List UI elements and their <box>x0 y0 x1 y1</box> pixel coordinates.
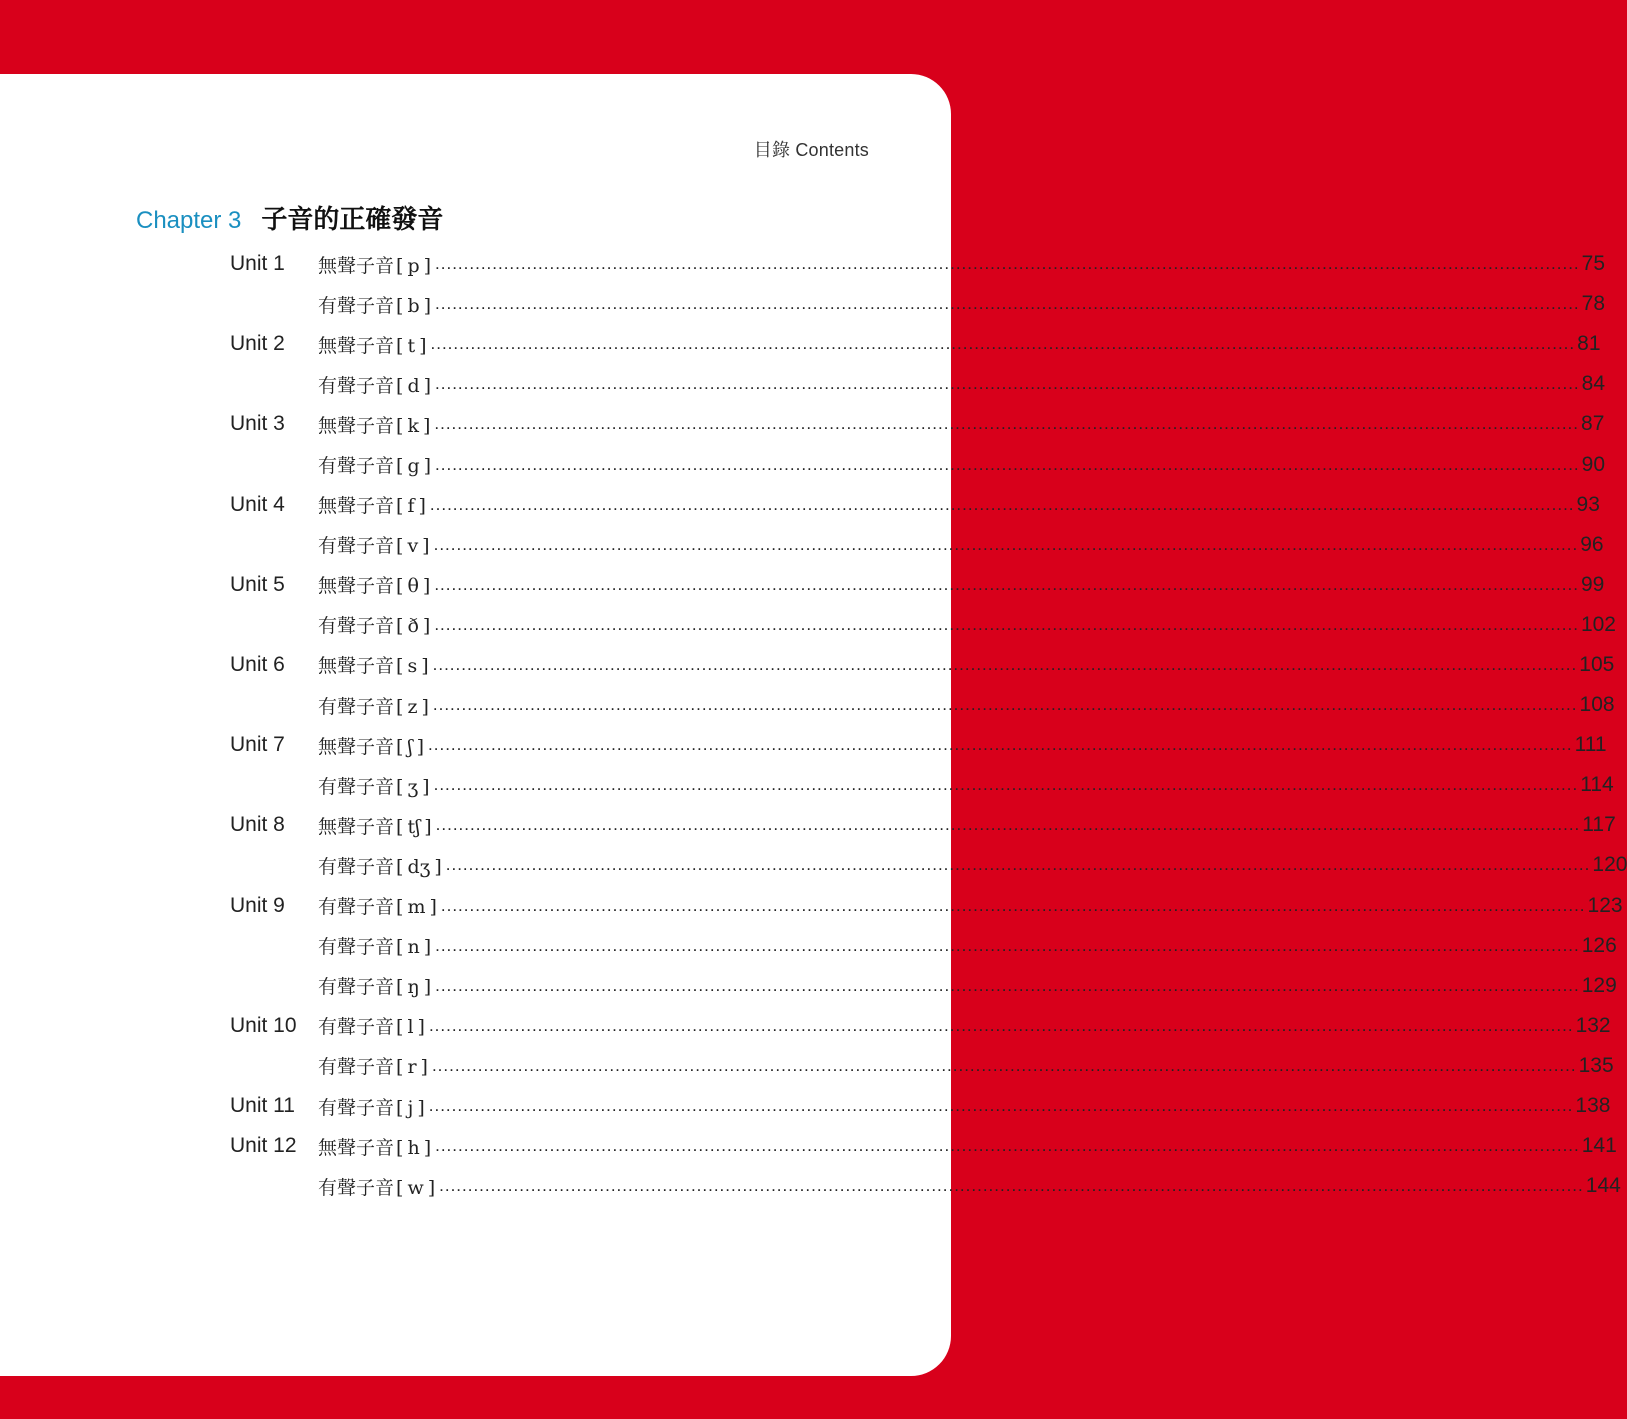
bracket-open: [ <box>396 855 404 878</box>
dot-leader: ........................................................................................................................................................................................................ <box>428 1096 1574 1116</box>
running-header: 目錄 Contents <box>753 140 869 160</box>
bracket-close: ] <box>422 414 431 437</box>
entry-prefix: 有聲子音 <box>318 1096 395 1119</box>
page-number: 81 <box>1577 332 1601 356</box>
entry-title <box>318 411 432 438</box>
toc-entry[interactable] <box>230 1046 1614 1086</box>
toc-entry[interactable] <box>230 966 1617 1006</box>
dot-leader: ........................................................................................................................................................................................................ <box>429 494 1575 514</box>
bracket-open: [ <box>396 815 404 838</box>
entry-title <box>318 1173 437 1200</box>
page-number: 129 <box>1581 973 1617 997</box>
toc-entry[interactable] <box>230 605 1616 645</box>
entry-prefix: 無聲子音 <box>318 735 395 758</box>
table-of-contents <box>230 244 1627 1206</box>
unit-label: Unit 1 <box>230 252 285 276</box>
bracket-close: ] <box>423 455 432 478</box>
bracket-open: [ <box>396 695 404 718</box>
bracket-open: [ <box>396 1016 404 1039</box>
dot-leader: ........................................................................................................................................................................................................ <box>433 775 1579 795</box>
entry-prefix: 有聲子音 <box>318 936 395 959</box>
entry-title <box>318 852 444 879</box>
dot-leader: ........................................................................................................................................................................................................ <box>445 855 1591 875</box>
bracket-close: ] <box>418 495 426 518</box>
toc-entry[interactable] <box>230 404 1605 444</box>
phonetic-symbol: p <box>407 254 420 277</box>
entry-prefix: 無聲子音 <box>318 334 395 357</box>
toc-entry[interactable] <box>230 886 1623 926</box>
page-number: 90 <box>1581 452 1606 476</box>
toc-entry[interactable] <box>230 485 1600 525</box>
entry-prefix: 有聲子音 <box>318 455 395 478</box>
entry-prefix: 有聲子音 <box>318 896 395 919</box>
phonetic-symbol: θ <box>407 575 419 598</box>
entry-prefix: 有聲子音 <box>318 615 395 638</box>
bracket-open: [ <box>396 1136 404 1159</box>
phonetic-symbol: f <box>407 495 415 518</box>
toc-entry[interactable] <box>230 244 1606 284</box>
unit-label: Unit 7 <box>230 733 285 757</box>
entry-title <box>318 611 432 638</box>
bracket-close: ] <box>423 976 432 999</box>
entry-prefix: 無聲子音 <box>318 254 395 277</box>
entry-title <box>318 371 433 398</box>
page-number: 114 <box>1580 773 1614 797</box>
entry-title <box>318 972 433 999</box>
page-number: 138 <box>1575 1094 1611 1118</box>
page-number: 120 <box>1592 853 1627 877</box>
unit-label: Unit 12 <box>230 1134 297 1158</box>
entry-prefix: 有聲子音 <box>318 695 395 718</box>
bracket-close: ] <box>423 374 432 397</box>
bracket-close: ] <box>423 936 432 959</box>
entry-title <box>318 772 432 799</box>
entry-prefix: 無聲子音 <box>318 575 395 598</box>
entry-prefix: 無聲子音 <box>318 414 395 437</box>
entry-prefix: 有聲子音 <box>318 1176 395 1199</box>
unit-label: Unit 10 <box>230 1013 297 1037</box>
dot-leader: ........................................................................................................................................................................................................ <box>435 1136 1580 1156</box>
page-number: 123 <box>1587 893 1623 917</box>
bracket-open: [ <box>396 334 404 357</box>
phonetic-symbol: r <box>407 1056 417 1079</box>
unit-label: Unit 8 <box>230 813 285 837</box>
dot-leader: ........................................................................................................................................................................................................ <box>435 935 1580 955</box>
bracket-close: ] <box>424 815 432 838</box>
page-number: 96 <box>1580 532 1604 556</box>
bracket-open: [ <box>396 976 404 999</box>
unit-label: Unit 2 <box>230 332 285 356</box>
toc-entry[interactable] <box>230 765 1614 805</box>
entry-prefix: 有聲子音 <box>318 976 395 999</box>
entry-prefix: 有聲子音 <box>318 294 395 317</box>
phonetic-symbol: s <box>407 655 418 678</box>
dot-leader: ........................................................................................................................................................................................................ <box>435 975 1580 995</box>
bracket-close: ] <box>427 1176 436 1199</box>
dot-leader: ........................................................................................................................................................................................................ <box>431 1055 1577 1075</box>
dot-leader: ........................................................................................................................................................................................................ <box>435 254 1580 274</box>
toc-entry[interactable] <box>230 926 1617 966</box>
dot-leader: ........................................................................................................................................................................................................ <box>433 534 1579 554</box>
unit-label: Unit 3 <box>230 412 285 436</box>
bracket-open: [ <box>396 775 404 798</box>
phonetic-symbol: j <box>407 1096 414 1119</box>
phonetic-symbol: tʃ <box>407 815 421 838</box>
bracket-open: [ <box>396 294 404 317</box>
bracket-close: ] <box>420 1056 428 1079</box>
toc-entry[interactable] <box>230 284 1606 324</box>
page-number: 93 <box>1576 492 1600 516</box>
phonetic-symbol: k <box>407 414 419 437</box>
page-number: 99 <box>1580 572 1605 596</box>
toc-entry[interactable] <box>230 364 1606 404</box>
bracket-open: [ <box>396 575 404 598</box>
entry-prefix: 無聲子音 <box>318 1136 395 1159</box>
toc-entry[interactable] <box>230 525 1604 565</box>
toc-entry[interactable] <box>230 1166 1621 1206</box>
dot-leader: ........................................................................................................................................................................................................ <box>434 614 1579 634</box>
phonetic-symbol: ʃ <box>407 735 413 758</box>
phonetic-symbol: z <box>407 695 418 718</box>
page-number: 111 <box>1574 733 1607 757</box>
bracket-close: ] <box>423 294 432 317</box>
bracket-open: [ <box>396 1176 404 1199</box>
bracket-open: [ <box>396 735 404 758</box>
phonetic-symbol: w <box>407 1176 424 1199</box>
page-number: 84 <box>1581 372 1606 396</box>
entry-prefix: 有聲子音 <box>318 374 395 397</box>
page-number: 141 <box>1581 1134 1617 1158</box>
bracket-close: ] <box>422 535 430 558</box>
dot-leader: ........................................................................................................................................................................................................ <box>428 1015 1574 1035</box>
bracket-open: [ <box>396 414 404 437</box>
bracket-close: ] <box>434 855 442 878</box>
unit-label: Unit 11 <box>230 1094 295 1118</box>
phonetic-symbol: v <box>407 535 419 558</box>
toc-entry[interactable] <box>230 1086 1611 1126</box>
dot-leader: ........................................................................................................................................................................................................ <box>440 895 1586 915</box>
entry-title <box>318 451 433 478</box>
entry-title <box>318 531 432 558</box>
entry-title <box>318 892 439 919</box>
phonetic-symbol: h <box>407 1136 420 1159</box>
bracket-open: [ <box>396 455 404 478</box>
bracket-open: [ <box>396 495 404 518</box>
toc-entry[interactable] <box>230 444 1606 484</box>
entry-title <box>318 651 431 678</box>
bracket-open: [ <box>396 896 404 919</box>
dot-leader: ........................................................................................................................................................................................................ <box>435 374 1580 394</box>
bracket-close: ] <box>421 655 429 678</box>
entry-prefix: 有聲子音 <box>318 535 395 558</box>
dot-leader: ........................................................................................................................................................................................................ <box>428 735 1573 755</box>
dot-leader: ........................................................................................................................................................................................................ <box>439 1176 1584 1196</box>
entry-prefix: 無聲子音 <box>318 495 395 518</box>
phonetic-symbol: g <box>407 455 420 478</box>
phonetic-symbol: t <box>407 334 416 357</box>
entry-prefix: 有聲子音 <box>318 1016 395 1039</box>
dot-leader: ........................................................................................................................................................................................................ <box>430 334 1576 354</box>
phonetic-symbol: d <box>407 374 420 397</box>
dot-leader: ........................................................................................................................................................................................................ <box>435 454 1580 474</box>
dot-leader: ........................................................................................................................................................................................................ <box>435 815 1581 835</box>
entry-title <box>318 692 431 719</box>
dot-leader: ........................................................................................................................................................................................................ <box>435 294 1580 314</box>
page-number: 105 <box>1579 652 1615 676</box>
bracket-close: ] <box>422 575 431 598</box>
page-number: 144 <box>1585 1174 1621 1198</box>
unit-label: Unit 6 <box>230 652 285 676</box>
entry-prefix: 有聲子音 <box>318 1056 395 1079</box>
dot-leader: ........................................................................................................................................................................................................ <box>434 574 1579 594</box>
dot-leader: ........................................................................................................................................................................................................ <box>432 695 1578 715</box>
unit-label: Unit 4 <box>230 492 285 516</box>
entry-title <box>318 331 429 358</box>
unit-label: Unit 9 <box>230 893 285 917</box>
chapter-heading <box>136 199 443 236</box>
bracket-close: ] <box>421 695 429 718</box>
phonetic-symbol: ŋ <box>407 976 420 999</box>
bracket-open: [ <box>396 615 404 638</box>
entry-title <box>318 291 433 318</box>
bracket-close: ] <box>417 1016 425 1039</box>
phonetic-symbol: m <box>407 896 426 919</box>
page-number: 135 <box>1578 1053 1614 1077</box>
bracket-close: ] <box>417 1096 425 1119</box>
phonetic-symbol: b <box>407 294 420 317</box>
chapter-label: Chapter 3 <box>136 207 242 234</box>
dot-leader: ........................................................................................................................................................................................................ <box>432 654 1578 674</box>
entry-title <box>318 932 433 959</box>
entry-title <box>318 491 428 518</box>
toc-entry[interactable] <box>230 324 1601 364</box>
entry-prefix: 有聲子音 <box>318 775 395 798</box>
entry-title <box>318 812 434 839</box>
page-number: 87 <box>1581 412 1605 436</box>
bracket-open: [ <box>396 535 404 558</box>
entry-title <box>318 571 432 598</box>
bracket-open: [ <box>396 254 404 277</box>
entry-title <box>318 732 426 759</box>
page-number: 102 <box>1580 612 1616 636</box>
page-number: 132 <box>1575 1013 1611 1037</box>
bracket-open: [ <box>396 374 404 397</box>
toc-entry[interactable] <box>230 1006 1611 1046</box>
page-number: 78 <box>1581 292 1606 316</box>
bracket-close: ] <box>416 735 425 758</box>
toc-entry[interactable] <box>230 645 1615 685</box>
phonetic-symbol: l <box>407 1016 414 1039</box>
toc-entry[interactable] <box>230 845 1627 885</box>
dot-leader: ........................................................................................................................................................................................................ <box>434 414 1580 434</box>
phonetic-symbol: dʒ <box>407 855 431 878</box>
bracket-close: ] <box>419 334 427 357</box>
page-number: 117 <box>1582 813 1616 837</box>
bracket-close: ] <box>423 1136 432 1159</box>
page-number: 126 <box>1581 933 1617 957</box>
bracket-close: ] <box>423 254 432 277</box>
phonetic-symbol: n <box>407 936 420 959</box>
entry-title <box>318 1093 427 1120</box>
chapter-title: 子音的正確發音 <box>261 204 444 234</box>
bracket-open: [ <box>396 1096 404 1119</box>
bracket-close: ] <box>422 775 430 798</box>
toc-entry[interactable] <box>230 565 1605 605</box>
bracket-close: ] <box>429 896 437 919</box>
entry-prefix: 無聲子音 <box>318 815 395 838</box>
entry-title <box>318 1012 427 1039</box>
bracket-close: ] <box>422 615 431 638</box>
toc-entry[interactable] <box>230 685 1615 725</box>
entry-title <box>318 251 433 278</box>
toc-entry[interactable] <box>230 1126 1617 1166</box>
unit-label: Unit 5 <box>230 572 285 596</box>
bracket-open: [ <box>396 655 404 678</box>
entry-prefix: 有聲子音 <box>318 855 395 878</box>
page-number: 75 <box>1581 252 1606 276</box>
bracket-open: [ <box>396 1056 404 1079</box>
phonetic-symbol: ʒ <box>407 775 419 798</box>
entry-prefix: 無聲子音 <box>318 655 395 678</box>
entry-title <box>318 1052 430 1079</box>
page-number: 108 <box>1579 693 1615 717</box>
entry-title <box>318 1133 433 1160</box>
toc-entry[interactable] <box>230 805 1616 845</box>
phonetic-symbol: ð <box>407 615 419 638</box>
bracket-open: [ <box>396 936 404 959</box>
toc-entry[interactable] <box>230 725 1607 765</box>
